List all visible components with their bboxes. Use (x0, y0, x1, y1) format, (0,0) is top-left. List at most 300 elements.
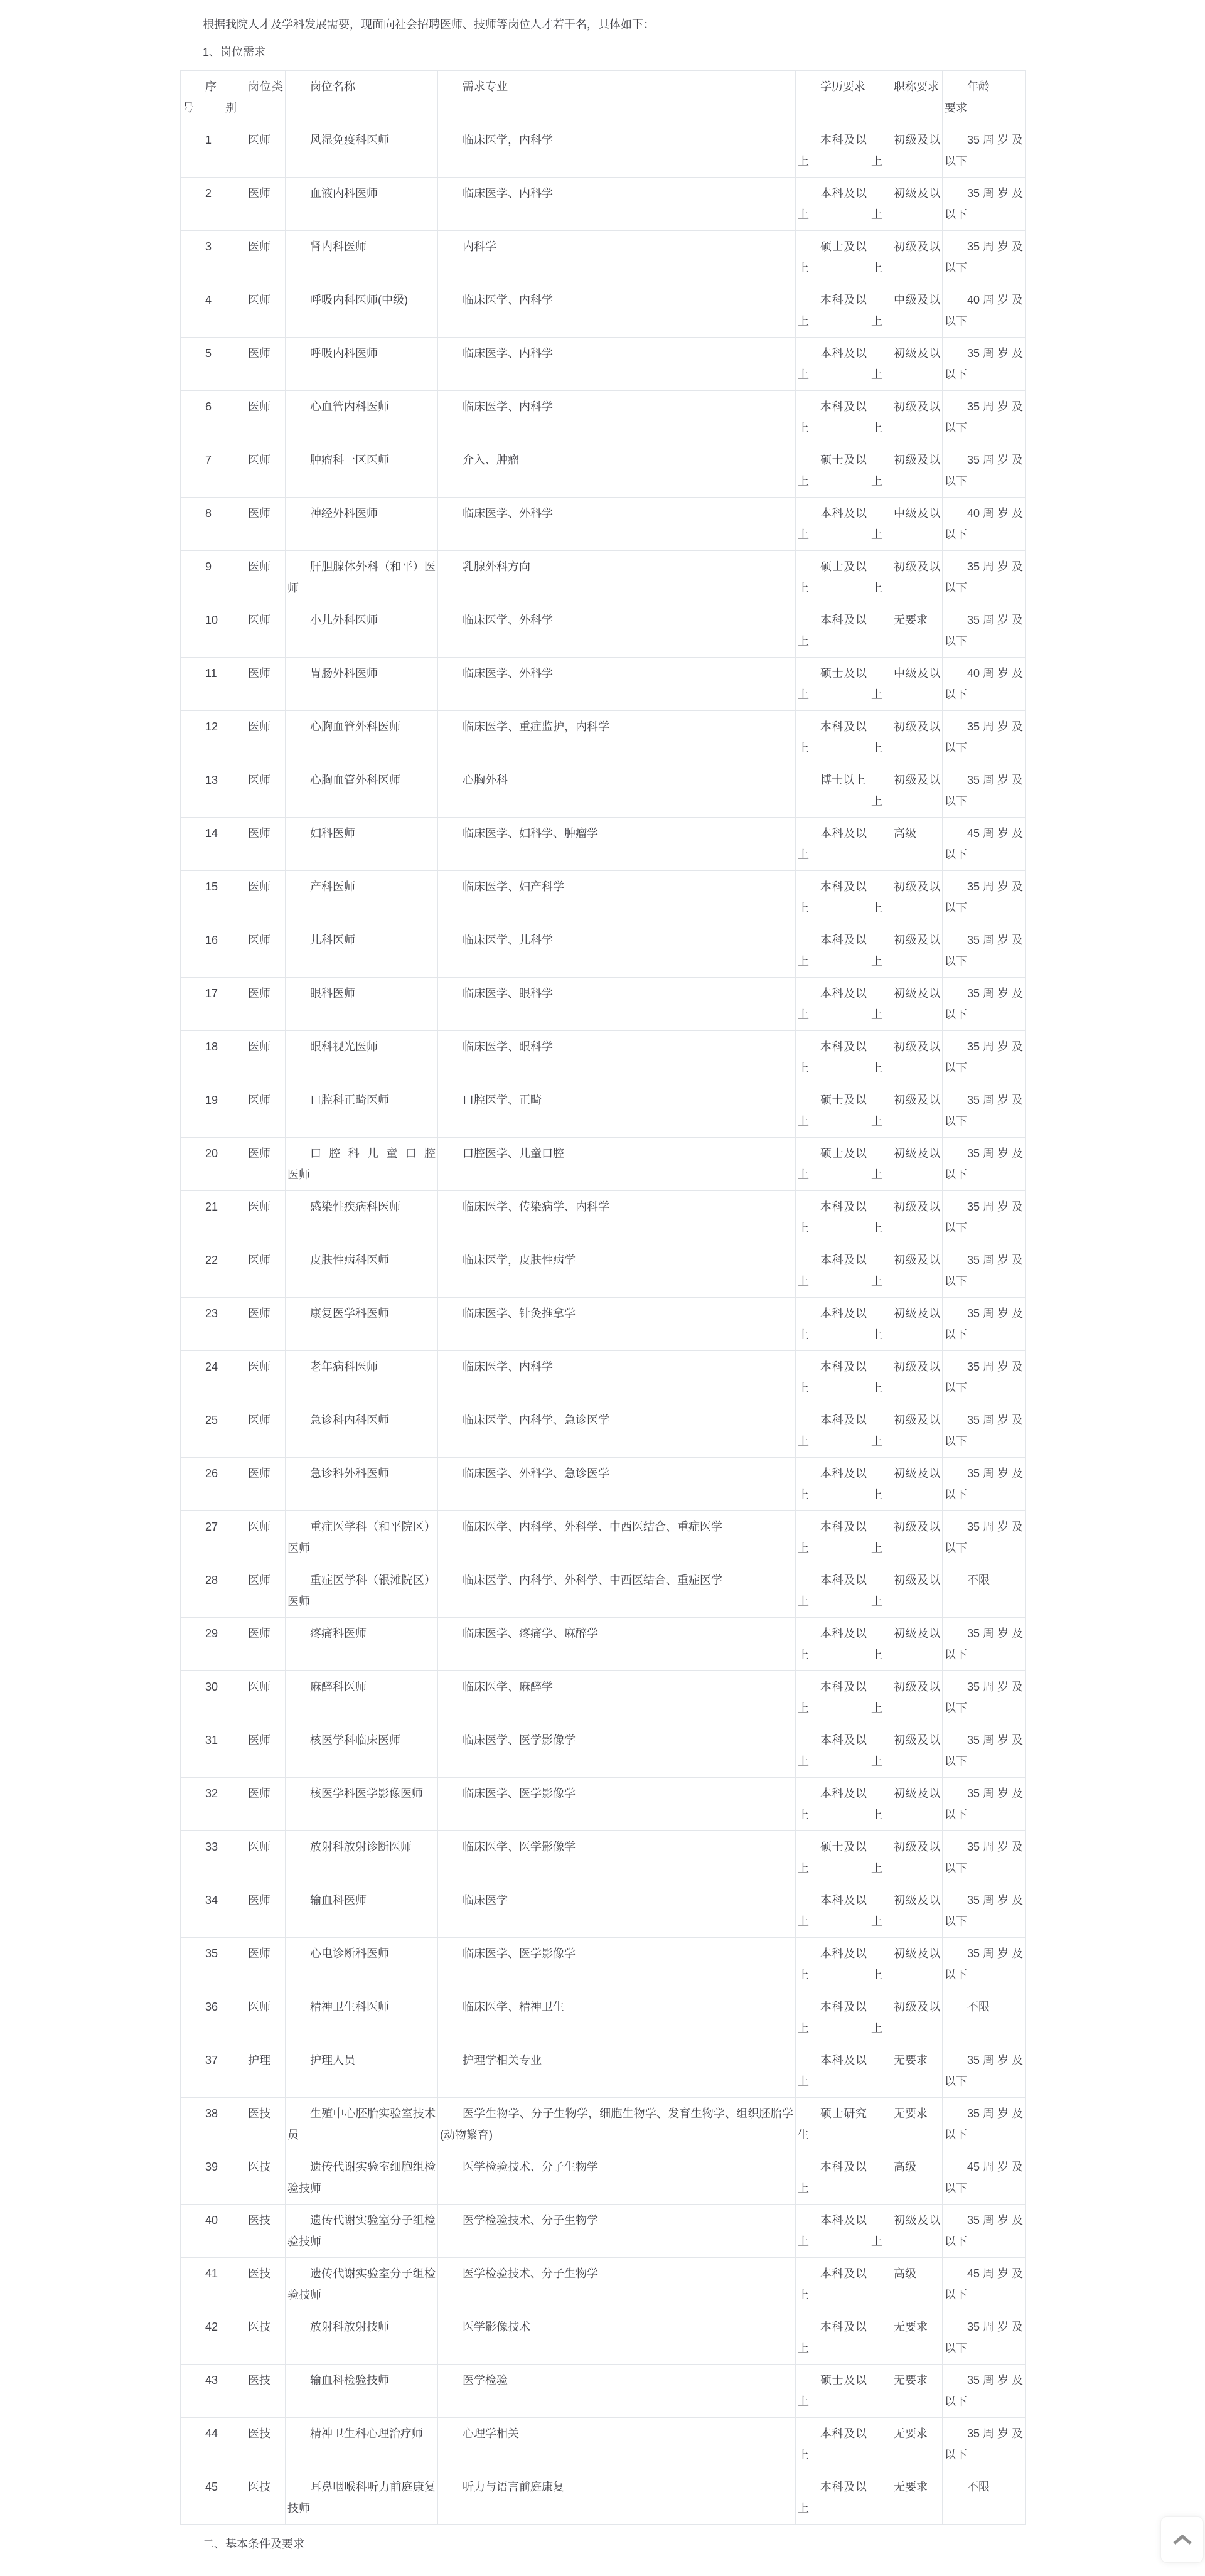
cell-degree: 本科及以上 (796, 1458, 869, 1511)
cell-major: 临床医学、内科学 (438, 338, 796, 391)
cell-age: 40周岁及以下 (943, 658, 1026, 711)
cell-index: 10 (181, 604, 223, 658)
cell-title: 输血科检验技师 (286, 2365, 438, 2418)
cell-degree: 本科及以上 (796, 2311, 869, 2365)
table-row (181, 1511, 1026, 1564)
cell-index: 18 (181, 1031, 223, 1084)
cell-degree: 硕士及以上 (796, 1138, 869, 1191)
table-row (181, 1031, 1026, 1084)
cell-index: 32 (181, 1778, 223, 1831)
table-row (181, 1191, 1026, 1244)
cell-age: 35周岁及以下 (943, 1831, 1026, 1884)
jobs-section-heading: 1、岗位需求 (203, 46, 266, 58)
cell-title: 精神卫生科心理治疗师 (286, 2418, 438, 2471)
cell-title: 眼科医师 (286, 978, 438, 1031)
cell-degree: 本科及以上 (796, 284, 869, 338)
cell-degree: 本科及以上 (796, 178, 869, 231)
cell-category: 护理 (223, 2044, 286, 2098)
cell-age: 45周岁及以下 (943, 2151, 1026, 2205)
table-row (181, 2044, 1026, 2098)
cell-index: 5 (181, 338, 223, 391)
cell-major: 医学检验技术、分子生物学 (438, 2205, 796, 2258)
table-row (181, 2205, 1026, 2258)
column-header-rank: 职称要求 (869, 71, 943, 124)
cell-title: 呼吸内科医师(中级) (286, 284, 438, 338)
table-row (181, 1244, 1026, 1298)
cell-title: 胃肠外科医师 (286, 658, 438, 711)
column-header-category: 岗位类别 (223, 71, 286, 124)
cell-index: 14 (181, 818, 223, 871)
cell-rank: 高级 (869, 2258, 943, 2311)
cell-index: 36 (181, 1991, 223, 2044)
cell-title: 小儿外科医师 (286, 604, 438, 658)
cell-index: 4 (181, 284, 223, 338)
cell-rank: 初级及以上 (869, 444, 943, 498)
cell-index: 7 (181, 444, 223, 498)
cell-age: 40周岁及以下 (943, 284, 1026, 338)
cell-major: 临床医学、医学影像学 (438, 1938, 796, 1991)
cell-category: 医师 (223, 711, 286, 764)
cell-age: 35周岁及以下 (943, 1351, 1026, 1404)
cell-rank: 初级及以上 (869, 1138, 943, 1191)
cell-category: 医师 (223, 1244, 286, 1298)
cell-major: 听力与语言前庭康复 (438, 2471, 796, 2525)
cell-degree: 本科及以上 (796, 1991, 869, 2044)
table-row (181, 2258, 1026, 2311)
cell-major: 临床医学、医学影像学 (438, 1778, 796, 1831)
back-to-top-button[interactable] (1160, 2516, 1204, 2563)
cell-index: 9 (181, 551, 223, 604)
cell-index: 45 (181, 2471, 223, 2525)
cell-title: 肿瘤科一区医师 (286, 444, 438, 498)
cell-rank: 初级及以上 (869, 1938, 943, 1991)
cell-rank: 中级及以上 (869, 658, 943, 711)
cell-rank: 初级及以上 (869, 978, 943, 1031)
cell-title: 遗传代谢实验室分子组检 验技师 (286, 2205, 438, 2258)
cell-title: 感染性疾病科医师 (286, 1191, 438, 1244)
table-row (181, 2365, 1026, 2418)
cell-age: 35周岁及以下 (943, 1404, 1026, 1458)
cell-category: 医师 (223, 498, 286, 551)
cell-category: 医师 (223, 1298, 286, 1351)
cell-age: 35周岁及以下 (943, 178, 1026, 231)
cell-index: 27 (181, 1511, 223, 1564)
positions-table (180, 70, 1026, 2525)
cell-title: 心电诊断科医师 (286, 1938, 438, 1991)
cell-degree: 本科及以上 (796, 1671, 869, 1724)
cell-major: 临床医学、外科学 (438, 604, 796, 658)
cell-index: 2 (181, 178, 223, 231)
cell-title: 疼痛科医师 (286, 1618, 438, 1671)
cell-index: 28 (181, 1564, 223, 1618)
cell-category: 医师 (223, 444, 286, 498)
cell-major: 临床医学，内科学 (438, 124, 796, 178)
cell-category: 医师 (223, 338, 286, 391)
cell-major: 临床医学、妇产科学 (438, 871, 796, 924)
cell-degree: 本科及以上 (796, 604, 869, 658)
cell-major: 临床医学、内科学 (438, 284, 796, 338)
cell-degree: 本科及以上 (796, 1191, 869, 1244)
cell-degree: 本科及以上 (796, 2044, 869, 2098)
cell-index: 39 (181, 2151, 223, 2205)
cell-rank: 初级及以上 (869, 1244, 943, 1298)
article-body (180, 0, 1025, 2555)
cell-category: 医师 (223, 391, 286, 444)
table-row (181, 284, 1026, 338)
cell-degree: 本科及以上 (796, 711, 869, 764)
cell-category: 医师 (223, 284, 286, 338)
cell-index: 43 (181, 2365, 223, 2418)
cell-index: 33 (181, 1831, 223, 1884)
cell-degree: 本科及以上 (796, 1884, 869, 1938)
requirements-section-heading: 二、基本条件及要求 (203, 2538, 304, 2550)
cell-degree: 本科及以上 (796, 2471, 869, 2525)
cell-rank: 初级及以上 (869, 1351, 943, 1404)
cell-index: 13 (181, 764, 223, 818)
cell-index: 1 (181, 124, 223, 178)
cell-rank: 无要求 (869, 2098, 943, 2151)
cell-age: 35周岁及以下 (943, 1138, 1026, 1191)
cell-rank: 初级及以上 (869, 764, 943, 818)
cell-category: 医师 (223, 1724, 286, 1778)
positions-table-body (181, 124, 1026, 2525)
cell-title: 急诊科外科医师 (286, 1458, 438, 1511)
cell-rank: 初级及以上 (869, 871, 943, 924)
cell-major: 临床医学、内科学、外科学、中西医结合、重症医学 (438, 1511, 796, 1564)
cell-rank: 初级及以上 (869, 231, 943, 284)
cell-index: 25 (181, 1404, 223, 1458)
cell-age: 35周岁及以下 (943, 2205, 1026, 2258)
cell-title: 肾内科医师 (286, 231, 438, 284)
cell-category: 医师 (223, 1938, 286, 1991)
cell-degree: 硕士及以上 (796, 551, 869, 604)
cell-degree: 本科及以上 (796, 1244, 869, 1298)
intro-paragraph: 根据我院人才及学科发展需要，现面向社会招聘医师、技师等岗位人才若干名，具体如下： (203, 18, 655, 31)
cell-index: 23 (181, 1298, 223, 1351)
cell-major: 临床医学、眼科学 (438, 978, 796, 1031)
table-row (181, 1778, 1026, 1831)
cell-title: 肝胆腺体外科（和平）医 师 (286, 551, 438, 604)
cell-index: 31 (181, 1724, 223, 1778)
cell-degree: 本科及以上 (796, 1511, 869, 1564)
cell-rank: 初级及以上 (869, 1618, 943, 1671)
table-row (181, 1884, 1026, 1938)
cell-major: 临床医学、针灸推拿学 (438, 1298, 796, 1351)
cell-title: 呼吸内科医师 (286, 338, 438, 391)
table-row (181, 1724, 1026, 1778)
cell-title: 产科医师 (286, 871, 438, 924)
table-row (181, 498, 1026, 551)
cell-major: 临床医学、儿科学 (438, 924, 796, 978)
cell-index: 29 (181, 1618, 223, 1671)
cell-rank: 初级及以上 (869, 1191, 943, 1244)
cell-degree: 硕士及以上 (796, 1084, 869, 1138)
cell-age: 不限 (943, 2471, 1026, 2525)
cell-title: 核医学科临床医师 (286, 1724, 438, 1778)
cell-title: 皮肤性病科医师 (286, 1244, 438, 1298)
cell-rank: 无要求 (869, 2311, 943, 2365)
cell-age: 35周岁及以下 (943, 1724, 1026, 1778)
cell-degree: 本科及以上 (796, 1298, 869, 1351)
cell-age: 35周岁及以下 (943, 2311, 1026, 2365)
cell-age: 35周岁及以下 (943, 1671, 1026, 1724)
cell-major: 临床医学，皮肤性病学 (438, 1244, 796, 1298)
table-row (181, 978, 1026, 1031)
cell-age: 35周岁及以下 (943, 1244, 1026, 1298)
cell-degree: 本科及以上 (796, 2151, 869, 2205)
cell-category: 医师 (223, 1991, 286, 2044)
cell-category: 医师 (223, 1351, 286, 1404)
cell-age: 35周岁及以下 (943, 978, 1026, 1031)
cell-rank: 无要求 (869, 604, 943, 658)
cell-degree: 本科及以上 (796, 124, 869, 178)
cell-major: 医学影像技术 (438, 2311, 796, 2365)
cell-age: 35周岁及以下 (943, 338, 1026, 391)
cell-rank: 无要求 (869, 2044, 943, 2098)
cell-age: 35周岁及以下 (943, 711, 1026, 764)
cell-rank: 无要求 (869, 2365, 943, 2418)
cell-age: 35周岁及以下 (943, 604, 1026, 658)
cell-title: 护理人员 (286, 2044, 438, 2098)
cell-major: 口腔医学、儿童口腔 (438, 1138, 796, 1191)
cell-major: 介入、肿瘤 (438, 444, 796, 498)
table-row (181, 1404, 1026, 1458)
cell-age: 35周岁及以下 (943, 2418, 1026, 2471)
cell-major: 临床医学、疼痛学、麻醉学 (438, 1618, 796, 1671)
cell-category: 医师 (223, 1778, 286, 1831)
table-row (181, 231, 1026, 284)
cell-rank: 初级及以上 (869, 924, 943, 978)
cell-major: 临床医学、内科学、外科学、中西医结合、重症医学 (438, 1564, 796, 1618)
cell-major: 乳腺外科方向 (438, 551, 796, 604)
cell-degree: 本科及以上 (796, 2418, 869, 2471)
cell-title: 遗传代谢实验室分子组检 验技师 (286, 2258, 438, 2311)
cell-title: 心胸血管外科医师 (286, 711, 438, 764)
cell-major: 临床医学、外科学 (438, 658, 796, 711)
cell-rank: 初级及以上 (869, 1991, 943, 2044)
cell-category: 医师 (223, 1084, 286, 1138)
cell-index: 17 (181, 978, 223, 1031)
cell-age: 35周岁及以下 (943, 871, 1026, 924)
table-row (181, 764, 1026, 818)
table-row (181, 1084, 1026, 1138)
cell-major: 临床医学、外科学 (438, 498, 796, 551)
cell-rank: 初级及以上 (869, 1084, 943, 1138)
table-row (181, 178, 1026, 231)
cell-rank: 无要求 (869, 2418, 943, 2471)
cell-age: 35周岁及以下 (943, 444, 1026, 498)
cell-category: 医技 (223, 2471, 286, 2525)
cell-rank: 初级及以上 (869, 1031, 943, 1084)
cell-category: 医师 (223, 604, 286, 658)
cell-title: 核医学科医学影像医师 (286, 1778, 438, 1831)
cell-degree: 硕士及以上 (796, 2365, 869, 2418)
cell-major: 临床医学、传染病学、内科学 (438, 1191, 796, 1244)
cell-age: 35周岁及以下 (943, 1884, 1026, 1938)
cell-category: 医师 (223, 231, 286, 284)
cell-degree: 本科及以上 (796, 1351, 869, 1404)
cell-major: 临床医学、内科学、急诊医学 (438, 1404, 796, 1458)
table-row (181, 1991, 1026, 2044)
cell-age: 40周岁及以下 (943, 498, 1026, 551)
cell-degree: 本科及以上 (796, 871, 869, 924)
cell-index: 26 (181, 1458, 223, 1511)
cell-degree: 本科及以上 (796, 2205, 869, 2258)
cell-category: 医师 (223, 1564, 286, 1618)
table-row (181, 1458, 1026, 1511)
cell-index: 3 (181, 231, 223, 284)
cell-category: 医师 (223, 1191, 286, 1244)
cell-rank: 初级及以上 (869, 178, 943, 231)
cell-index: 6 (181, 391, 223, 444)
cell-major: 临床医学、麻醉学 (438, 1671, 796, 1724)
cell-category: 医师 (223, 1618, 286, 1671)
cell-age: 35周岁及以下 (943, 1298, 1026, 1351)
cell-rank: 初级及以上 (869, 1778, 943, 1831)
cell-rank: 无要求 (869, 2471, 943, 2525)
cell-category: 医师 (223, 1831, 286, 1884)
cell-degree: 本科及以上 (796, 818, 869, 871)
cell-degree: 硕士及以上 (796, 231, 869, 284)
cell-age: 35周岁及以下 (943, 1084, 1026, 1138)
cell-index: 12 (181, 711, 223, 764)
cell-degree: 本科及以上 (796, 1564, 869, 1618)
cell-major: 临床医学、外科学、急诊医学 (438, 1458, 796, 1511)
cell-degree: 硕士及以上 (796, 658, 869, 711)
cell-category: 医师 (223, 871, 286, 924)
cell-age: 35周岁及以下 (943, 1618, 1026, 1671)
cell-age: 35周岁及以下 (943, 1778, 1026, 1831)
cell-major: 内科学 (438, 231, 796, 284)
cell-rank: 初级及以上 (869, 124, 943, 178)
cell-major: 临床医学、医学影像学 (438, 1724, 796, 1778)
cell-title: 放射科放射技师 (286, 2311, 438, 2365)
cell-category: 医师 (223, 978, 286, 1031)
cell-rank: 初级及以上 (869, 2205, 943, 2258)
cell-index: 35 (181, 1938, 223, 1991)
cell-age: 35周岁及以下 (943, 551, 1026, 604)
cell-title: 血液内科医师 (286, 178, 438, 231)
cell-rank: 初级及以上 (869, 551, 943, 604)
cell-title: 耳鼻咽喉科听力前庭康复 技师 (286, 2471, 438, 2525)
table-row (181, 1298, 1026, 1351)
cell-title: 康复医学科医师 (286, 1298, 438, 1351)
cell-age: 45周岁及以下 (943, 2258, 1026, 2311)
cell-degree: 本科及以上 (796, 338, 869, 391)
cell-age: 35周岁及以下 (943, 2044, 1026, 2098)
cell-major: 临床医学、妇科学、肿瘤学 (438, 818, 796, 871)
cell-age: 35周岁及以下 (943, 391, 1026, 444)
cell-category: 医技 (223, 2205, 286, 2258)
cell-degree: 硕士及以上 (796, 1831, 869, 1884)
cell-category: 医师 (223, 1511, 286, 1564)
cell-degree: 本科及以上 (796, 1724, 869, 1778)
cell-degree: 本科及以上 (796, 391, 869, 444)
table-row (181, 391, 1026, 444)
cell-category: 医师 (223, 1458, 286, 1511)
cell-age: 35周岁及以下 (943, 1458, 1026, 1511)
cell-index: 20 (181, 1138, 223, 1191)
column-header-degree: 学历要求 (796, 71, 869, 124)
cell-category: 医技 (223, 2365, 286, 2418)
cell-major: 临床医学、眼科学 (438, 1031, 796, 1084)
cell-rank: 初级及以上 (869, 1724, 943, 1778)
cell-category: 医师 (223, 1671, 286, 1724)
cell-major: 临床医学、内科学 (438, 178, 796, 231)
header-row (181, 71, 1026, 124)
cell-category: 医技 (223, 2418, 286, 2471)
cell-title: 神经外科医师 (286, 498, 438, 551)
cell-degree: 本科及以上 (796, 924, 869, 978)
column-header-title: 岗位名称 (286, 71, 438, 124)
cell-age: 45周岁及以下 (943, 818, 1026, 871)
cell-rank: 初级及以上 (869, 1298, 943, 1351)
cell-major: 临床医学、内科学 (438, 391, 796, 444)
cell-title: 输血科医师 (286, 1884, 438, 1938)
cell-title: 口腔科正畸医师 (286, 1084, 438, 1138)
cell-degree: 硕士研究生 (796, 2098, 869, 2151)
cell-title: 遗传代谢实验室细胞组检 验技师 (286, 2151, 438, 2205)
cell-major: 护理学相关专业 (438, 2044, 796, 2098)
cell-title: 口腔科儿童口腔 医师 (286, 1138, 438, 1191)
cell-age: 35周岁及以下 (943, 231, 1026, 284)
cell-major: 心理学相关 (438, 2418, 796, 2471)
cell-major: 临床医学、重症监护，内科学 (438, 711, 796, 764)
cell-degree: 本科及以上 (796, 1618, 869, 1671)
cell-category: 医师 (223, 924, 286, 978)
cell-title: 精神卫生科医师 (286, 1991, 438, 2044)
cell-major: 临床医学、精神卫生 (438, 1991, 796, 2044)
cell-title: 生殖中心胚胎实验室技术 员 (286, 2098, 438, 2151)
cell-rank: 初级及以上 (869, 391, 943, 444)
cell-index: 24 (181, 1351, 223, 1404)
cell-title: 老年病科医师 (286, 1351, 438, 1404)
cell-rank: 高级 (869, 818, 943, 871)
cell-category: 医师 (223, 1404, 286, 1458)
cell-degree: 本科及以上 (796, 498, 869, 551)
cell-degree: 本科及以上 (796, 1031, 869, 1084)
cell-rank: 中级及以上 (869, 498, 943, 551)
cell-rank: 初级及以上 (869, 1831, 943, 1884)
cell-rank: 初级及以上 (869, 1458, 943, 1511)
cell-category: 医师 (223, 764, 286, 818)
table-row (181, 2098, 1026, 2151)
cell-index: 34 (181, 1884, 223, 1938)
cell-category: 医师 (223, 1138, 286, 1191)
table-row (181, 2471, 1026, 2525)
cell-rank: 高级 (869, 2151, 943, 2205)
cell-index: 41 (181, 2258, 223, 2311)
cell-major: 心胸外科 (438, 764, 796, 818)
cell-age: 35周岁及以下 (943, 124, 1026, 178)
cell-category: 医师 (223, 1884, 286, 1938)
cell-age: 不限 (943, 1991, 1026, 2044)
cell-category: 医技 (223, 2151, 286, 2205)
cell-title: 放射科放射诊断医师 (286, 1831, 438, 1884)
cell-index: 40 (181, 2205, 223, 2258)
table-row (181, 2151, 1026, 2205)
cell-category: 医师 (223, 658, 286, 711)
cell-category: 医师 (223, 124, 286, 178)
cell-major: 医学检验技术、分子生物学 (438, 2258, 796, 2311)
table-row (181, 1138, 1026, 1191)
cell-rank: 中级及以上 (869, 284, 943, 338)
cell-degree: 本科及以上 (796, 1778, 869, 1831)
cell-title: 重症医学科（和平院区） 医师 (286, 1511, 438, 1564)
cell-title: 风湿免疫科医师 (286, 124, 438, 178)
cell-age: 35周岁及以下 (943, 1938, 1026, 1991)
table-row (181, 338, 1026, 391)
